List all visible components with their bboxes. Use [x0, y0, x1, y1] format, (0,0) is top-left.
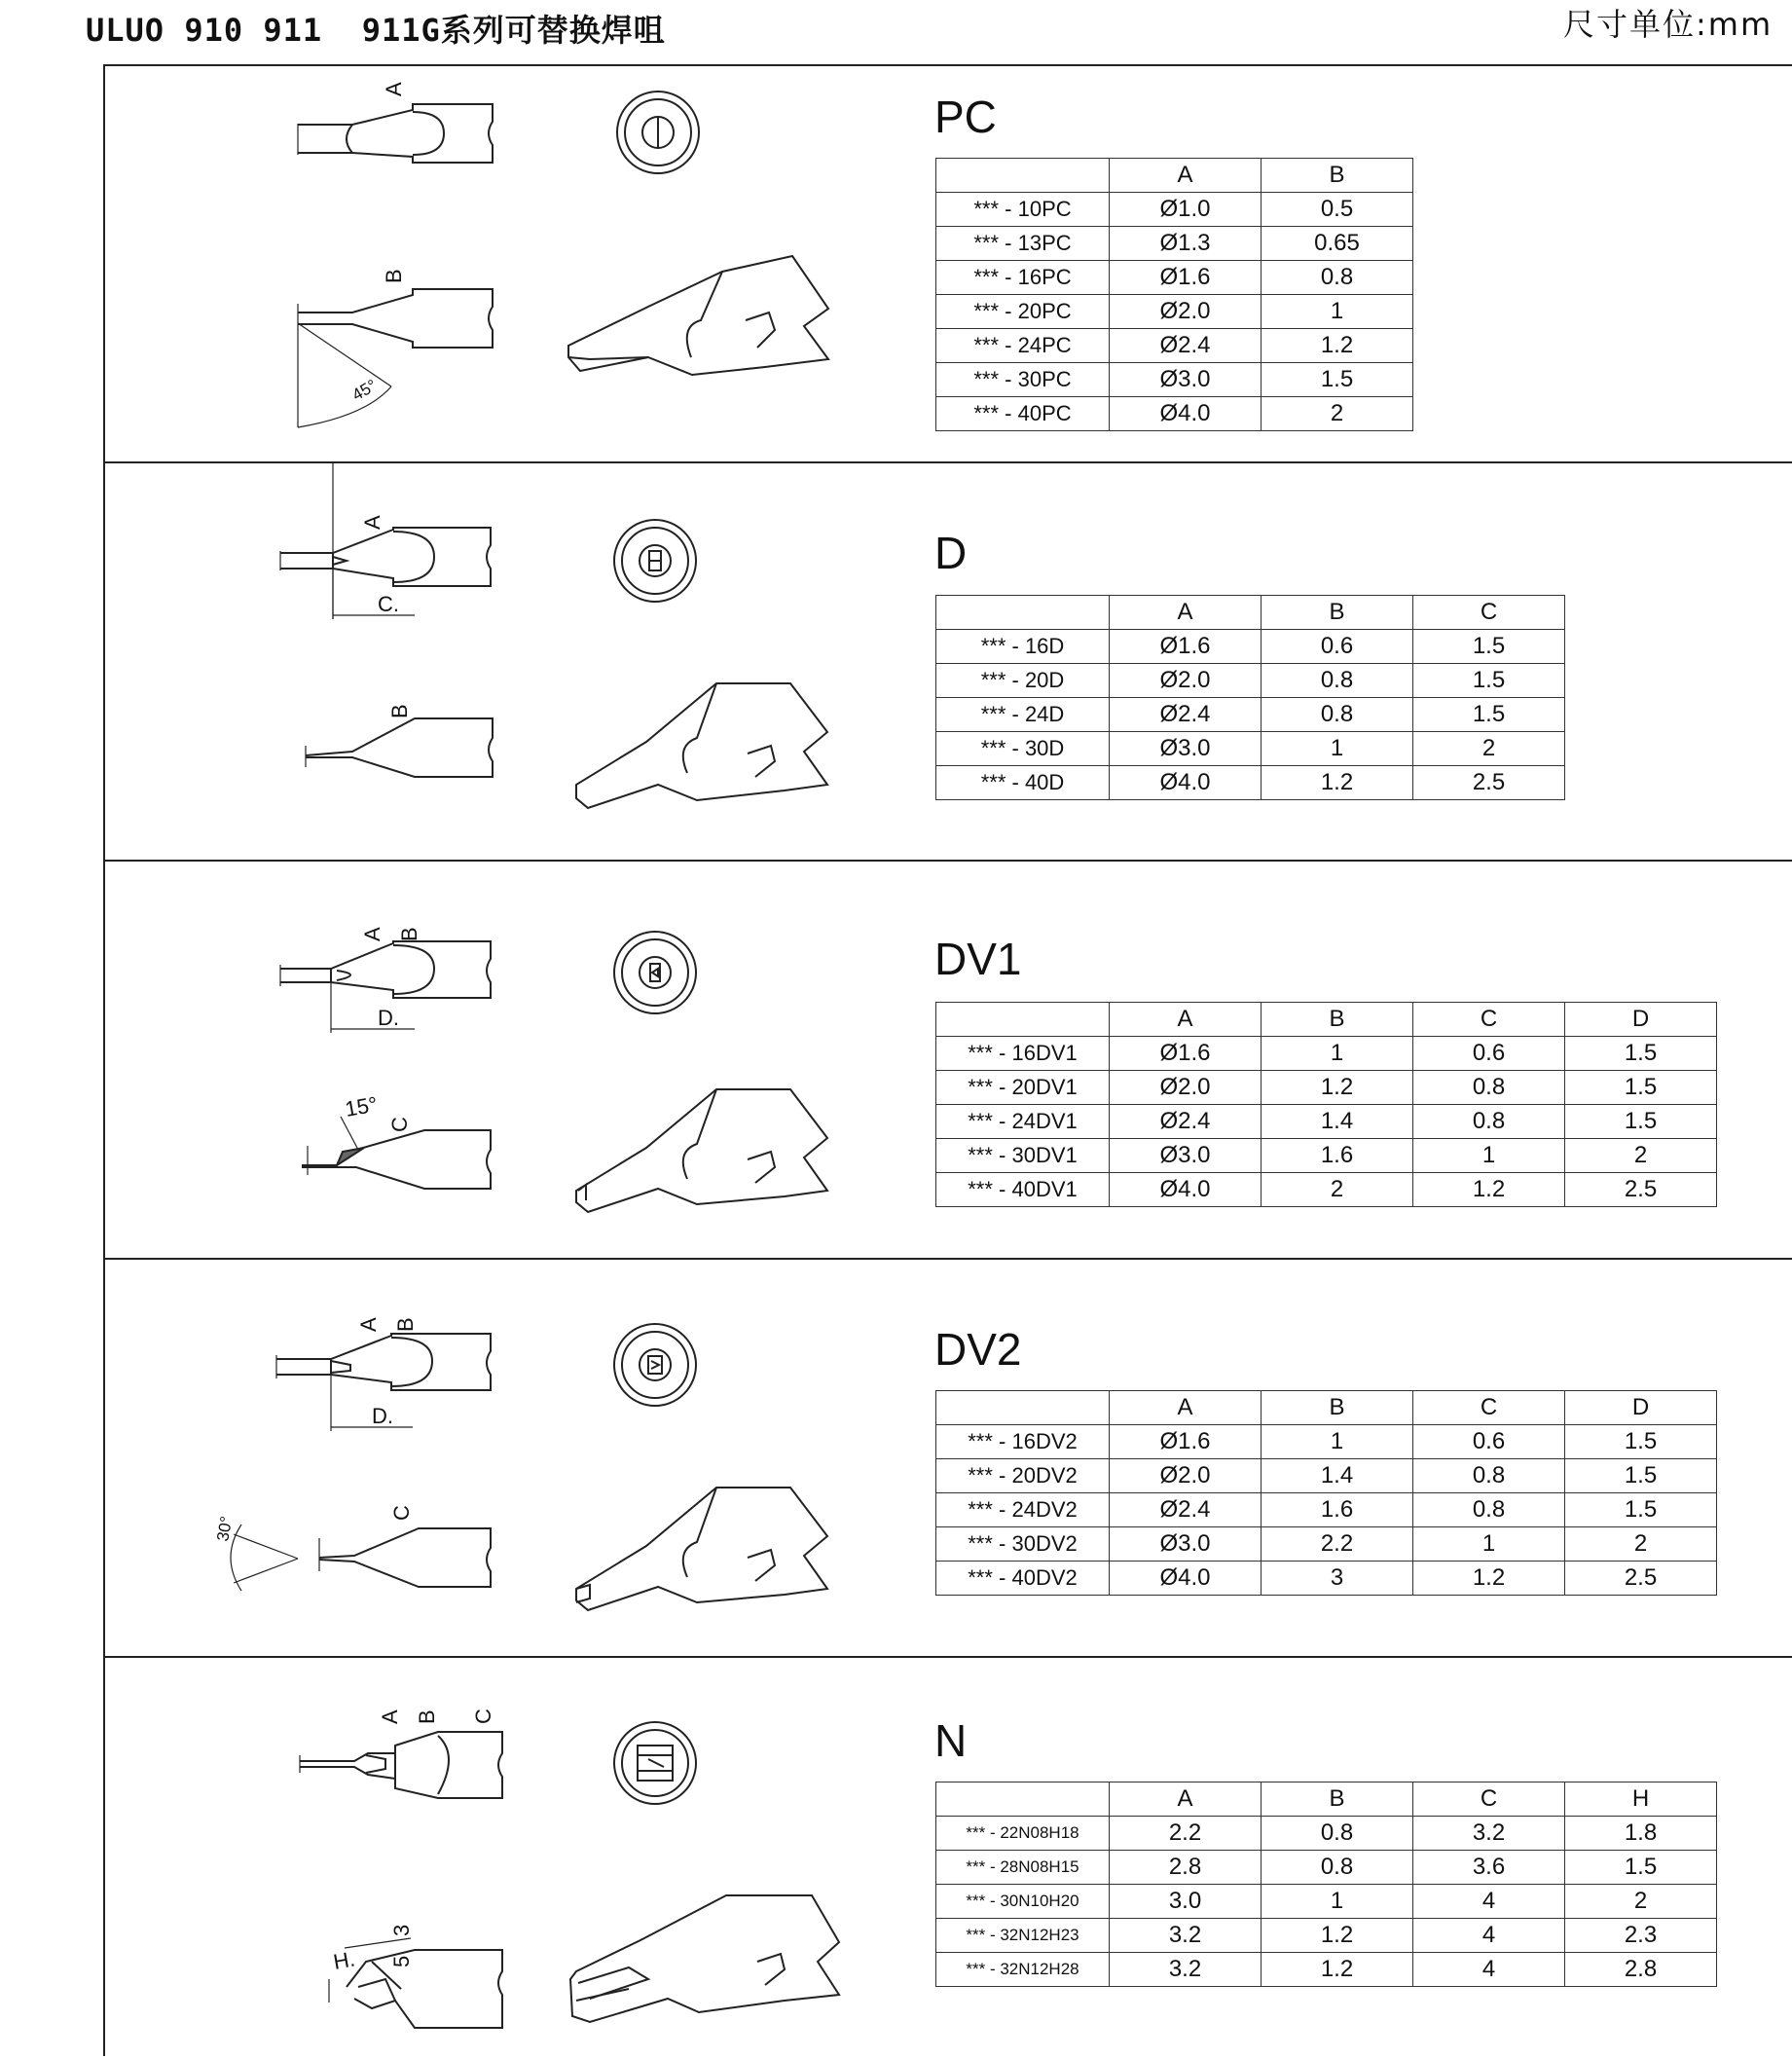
value-cell: 3.6: [1413, 1851, 1565, 1885]
value-cell: 0.8: [1262, 1851, 1413, 1885]
header-cell-c: C: [1413, 1391, 1565, 1425]
header-cell-a: A: [1110, 1782, 1262, 1817]
value-cell: 1.4: [1262, 1459, 1413, 1493]
header-cell-b: B: [1262, 1782, 1413, 1817]
dv1-label-d: D.: [378, 1006, 399, 1030]
d-label-b: B: [387, 704, 412, 718]
value-cell: 1.5: [1565, 1459, 1717, 1493]
table-row: [936, 1037, 1717, 1071]
value-cell: 1.5: [1565, 1105, 1717, 1139]
value-cell: 4: [1413, 1919, 1565, 1953]
value-cell: 2: [1565, 1139, 1717, 1173]
table-row: [936, 1071, 1717, 1105]
table-row: [936, 698, 1565, 732]
value-cell: 1.2: [1262, 1071, 1413, 1105]
section-title-d: D: [934, 528, 968, 578]
value-cell: 1.5: [1413, 630, 1565, 664]
value-cell: 4: [1413, 1953, 1565, 1987]
spec-table-n: [935, 1782, 1717, 1987]
table-row: [936, 1953, 1717, 1987]
table-row: [936, 1851, 1717, 1885]
table-row: [936, 363, 1413, 397]
value-cell: Ø3.0: [1110, 1139, 1262, 1173]
model-cell: *** - 24D: [936, 698, 1110, 732]
model-cell: *** - 32N12H28: [936, 1953, 1110, 1987]
value-cell: Ø2.0: [1110, 664, 1262, 698]
document-title: ULUO 910 911 911G系列可替换焊咀: [86, 12, 666, 49]
value-cell: 0.8: [1262, 664, 1413, 698]
value-cell: Ø2.4: [1110, 329, 1262, 363]
header-cell-a: A: [1110, 1003, 1262, 1037]
value-cell: 3.0: [1110, 1885, 1262, 1919]
value-cell: 2.2: [1110, 1817, 1262, 1851]
table-row: [936, 630, 1565, 664]
value-cell: Ø2.4: [1110, 1493, 1262, 1527]
model-cell: *** - 30PC: [936, 363, 1110, 397]
d-label-c: C.: [378, 592, 399, 616]
value-cell: 1.2: [1413, 1173, 1565, 1207]
model-cell: *** - 10PC: [936, 193, 1110, 227]
value-cell: 2: [1262, 397, 1413, 431]
header-cell-c: C: [1413, 1782, 1565, 1817]
model-cell: *** - 22N08H18: [936, 1817, 1110, 1851]
table-row: [936, 1459, 1717, 1493]
spec-table-d: [935, 595, 1565, 800]
value-cell: 1.2: [1262, 329, 1413, 363]
value-cell: Ø3.0: [1110, 363, 1262, 397]
value-cell: 1: [1262, 732, 1413, 766]
model-cell: *** - 13PC: [936, 227, 1110, 261]
section-pc: [103, 65, 1792, 463]
dv1-tip-drawings: [103, 862, 931, 1256]
table-row: [936, 664, 1565, 698]
table-row: [936, 1493, 1717, 1527]
value-cell: 1: [1413, 1527, 1565, 1562]
model-cell: *** - 20D: [936, 664, 1110, 698]
value-cell: 0.8: [1262, 698, 1413, 732]
value-cell: Ø1.6: [1110, 1425, 1262, 1459]
header-cell-c: C: [1413, 1003, 1565, 1037]
table-row: [936, 766, 1565, 800]
table-row: [936, 261, 1413, 295]
value-cell: 1: [1262, 1037, 1413, 1071]
model-cell: *** - 16DV1: [936, 1037, 1110, 1071]
value-cell: 1: [1413, 1139, 1565, 1173]
header-cell-b: B: [1262, 596, 1413, 630]
model-cell: *** - 24DV2: [936, 1493, 1110, 1527]
pc-label-a: A: [382, 82, 406, 96]
value-cell: 1.5: [1565, 1071, 1717, 1105]
n-label-b: B: [415, 1709, 439, 1724]
value-cell: Ø4.0: [1110, 1562, 1262, 1596]
model-cell: *** - 40D: [936, 766, 1110, 800]
value-cell: 1.5: [1413, 698, 1565, 732]
spec-table-dv2: [935, 1390, 1717, 1596]
value-cell: 0.8: [1413, 1071, 1565, 1105]
value-cell: 3.2: [1110, 1953, 1262, 1987]
value-cell: 2.5: [1565, 1562, 1717, 1596]
value-cell: Ø1.0: [1110, 193, 1262, 227]
value-cell: 2: [1565, 1885, 1717, 1919]
value-cell: 1.5: [1262, 363, 1413, 397]
value-cell: 0.8: [1413, 1493, 1565, 1527]
value-cell: 1: [1262, 1885, 1413, 1919]
table-header-row: [936, 596, 1565, 630]
pc-label-angle: 45°: [348, 376, 381, 405]
model-cell: *** - 30D: [936, 732, 1110, 766]
value-cell: 1.6: [1262, 1139, 1413, 1173]
table-header-row: [936, 1003, 1717, 1037]
dv2-label-d: D.: [372, 1404, 393, 1428]
value-cell: 2.8: [1565, 1953, 1717, 1987]
value-cell: 2.2: [1262, 1527, 1413, 1562]
table-row: [936, 1139, 1717, 1173]
value-cell: 1.2: [1262, 1919, 1413, 1953]
units-label: 尺寸单位:mm: [1563, 6, 1774, 43]
table-header-row: [936, 159, 1413, 193]
value-cell: 3.2: [1110, 1919, 1262, 1953]
value-cell: 2: [1262, 1173, 1413, 1207]
value-cell: 1.5: [1565, 1493, 1717, 1527]
section-title-pc: PC: [934, 92, 997, 142]
value-cell: Ø2.0: [1110, 1459, 1262, 1493]
n-label-three: 3: [389, 1924, 414, 1936]
value-cell: Ø2.4: [1110, 698, 1262, 732]
value-cell: 0.6: [1262, 630, 1413, 664]
section-title-dv2: DV2: [934, 1324, 1022, 1375]
model-cell: *** - 16DV2: [936, 1425, 1110, 1459]
table-row: [936, 1817, 1717, 1851]
table-row: [936, 397, 1413, 431]
table-row: [936, 1885, 1717, 1919]
table-row: [936, 732, 1565, 766]
pc-tip-drawings: [103, 65, 931, 459]
section-dv1: [103, 862, 1792, 1260]
n-label-h: H.: [331, 1946, 357, 1974]
dv2-tip-drawings: [103, 1260, 931, 1654]
value-cell: 1.4: [1262, 1105, 1413, 1139]
model-cell: *** - 20DV1: [936, 1071, 1110, 1105]
value-cell: 0.6: [1413, 1425, 1565, 1459]
model-cell: *** - 24DV1: [936, 1105, 1110, 1139]
value-cell: Ø3.0: [1110, 732, 1262, 766]
header-cell-model: [936, 1782, 1110, 1817]
value-cell: 0.65: [1262, 227, 1413, 261]
value-cell: 2: [1565, 1527, 1717, 1562]
header-cell-b: B: [1262, 159, 1413, 193]
value-cell: 1.6: [1262, 1493, 1413, 1527]
table-row: [936, 1919, 1717, 1953]
table-row: [936, 329, 1413, 363]
model-cell: *** - 32N12H23: [936, 1919, 1110, 1953]
model-cell: *** - 30N10H20: [936, 1885, 1110, 1919]
value-cell: 2.3: [1565, 1919, 1717, 1953]
value-cell: 0.8: [1262, 261, 1413, 295]
value-cell: 2.5: [1413, 766, 1565, 800]
header-cell-b: B: [1262, 1003, 1413, 1037]
model-cell: *** - 40DV2: [936, 1562, 1110, 1596]
dv1-label-c: C: [387, 1117, 412, 1132]
value-cell: Ø2.0: [1110, 1071, 1262, 1105]
value-cell: 1.2: [1262, 766, 1413, 800]
value-cell: 1.5: [1413, 664, 1565, 698]
value-cell: Ø4.0: [1110, 766, 1262, 800]
dv2-label-a: A: [356, 1317, 381, 1332]
dv2-label-angle: 30°: [213, 1515, 237, 1543]
spec-table-dv1: [935, 1002, 1717, 1207]
model-cell: *** - 30DV2: [936, 1527, 1110, 1562]
n-label-c: C: [471, 1709, 495, 1724]
pc-label-b: B: [382, 269, 406, 283]
n-label-five: 5: [389, 1955, 414, 1967]
model-cell: *** - 16PC: [936, 261, 1110, 295]
dv2-label-b: B: [393, 1317, 418, 1332]
model-cell: *** - 40PC: [936, 397, 1110, 431]
table-row: [936, 1105, 1717, 1139]
header-cell-model: [936, 1003, 1110, 1037]
model-cell: *** - 16D: [936, 630, 1110, 664]
value-cell: 0.8: [1413, 1459, 1565, 1493]
section-dv2: [103, 1260, 1792, 1658]
value-cell: Ø1.3: [1110, 227, 1262, 261]
value-cell: Ø4.0: [1110, 1173, 1262, 1207]
model-cell: *** - 24PC: [936, 329, 1110, 363]
value-cell: 1.8: [1565, 1817, 1717, 1851]
value-cell: Ø2.0: [1110, 295, 1262, 329]
value-cell: 1.2: [1262, 1953, 1413, 1987]
section-title-n: N: [934, 1715, 968, 1766]
value-cell: 1: [1262, 1425, 1413, 1459]
value-cell: 1: [1262, 295, 1413, 329]
n-tip-drawings: [103, 1658, 931, 2052]
value-cell: 0.6: [1413, 1037, 1565, 1071]
header-cell-d: D: [1565, 1003, 1717, 1037]
value-cell: 4: [1413, 1885, 1565, 1919]
table-row: [936, 1425, 1717, 1459]
d-label-a: A: [360, 515, 384, 530]
header-cell-model: [936, 1391, 1110, 1425]
dv2-label-c: C: [389, 1505, 414, 1521]
value-cell: 1.2: [1413, 1562, 1565, 1596]
value-cell: 3.2: [1413, 1817, 1565, 1851]
value-cell: Ø4.0: [1110, 397, 1262, 431]
model-cell: *** - 30DV1: [936, 1139, 1110, 1173]
table-row: [936, 227, 1413, 261]
table-header-row: [936, 1782, 1717, 1817]
value-cell: 0.5: [1262, 193, 1413, 227]
value-cell: 2.8: [1110, 1851, 1262, 1885]
header-cell-b: B: [1262, 1391, 1413, 1425]
value-cell: 0.8: [1413, 1105, 1565, 1139]
header-cell-a: A: [1110, 596, 1262, 630]
model-cell: *** - 20DV2: [936, 1459, 1110, 1493]
value-cell: Ø2.4: [1110, 1105, 1262, 1139]
model-cell: *** - 28N08H15: [936, 1851, 1110, 1885]
value-cell: Ø1.6: [1110, 630, 1262, 664]
value-cell: Ø3.0: [1110, 1527, 1262, 1562]
spec-table-pc: [935, 158, 1413, 431]
section-n: [103, 1658, 1792, 2056]
header-cell-c: C: [1413, 596, 1565, 630]
header-cell-h: H: [1565, 1782, 1717, 1817]
header-cell-model: [936, 159, 1110, 193]
header-cell-model: [936, 596, 1110, 630]
model-cell: *** - 40DV1: [936, 1173, 1110, 1207]
value-cell: 2: [1413, 732, 1565, 766]
n-label-a: A: [378, 1709, 402, 1724]
table-header-row: [936, 1391, 1717, 1425]
section-title-dv1: DV1: [934, 934, 1022, 984]
value-cell: 0.8: [1262, 1817, 1413, 1851]
dv1-label-b: B: [397, 927, 421, 941]
dv1-label-a: A: [360, 927, 384, 941]
value-cell: 2.5: [1565, 1173, 1717, 1207]
table-row: [936, 1173, 1717, 1207]
dv1-label-angle: 15°: [343, 1091, 380, 1121]
value-cell: Ø1.6: [1110, 261, 1262, 295]
value-cell: Ø1.6: [1110, 1037, 1262, 1071]
table-row: [936, 295, 1413, 329]
header-cell-a: A: [1110, 1391, 1262, 1425]
header-cell-d: D: [1565, 1391, 1717, 1425]
model-cell: *** - 20PC: [936, 295, 1110, 329]
section-d: [103, 463, 1792, 862]
table-row: [936, 193, 1413, 227]
value-cell: 1.5: [1565, 1037, 1717, 1071]
value-cell: 1.5: [1565, 1425, 1717, 1459]
value-cell: 1.5: [1565, 1851, 1717, 1885]
table-row: [936, 1527, 1717, 1562]
d-tip-drawings: [103, 463, 931, 858]
header-cell-a: A: [1110, 159, 1262, 193]
value-cell: 3: [1262, 1562, 1413, 1596]
table-row: [936, 1562, 1717, 1596]
